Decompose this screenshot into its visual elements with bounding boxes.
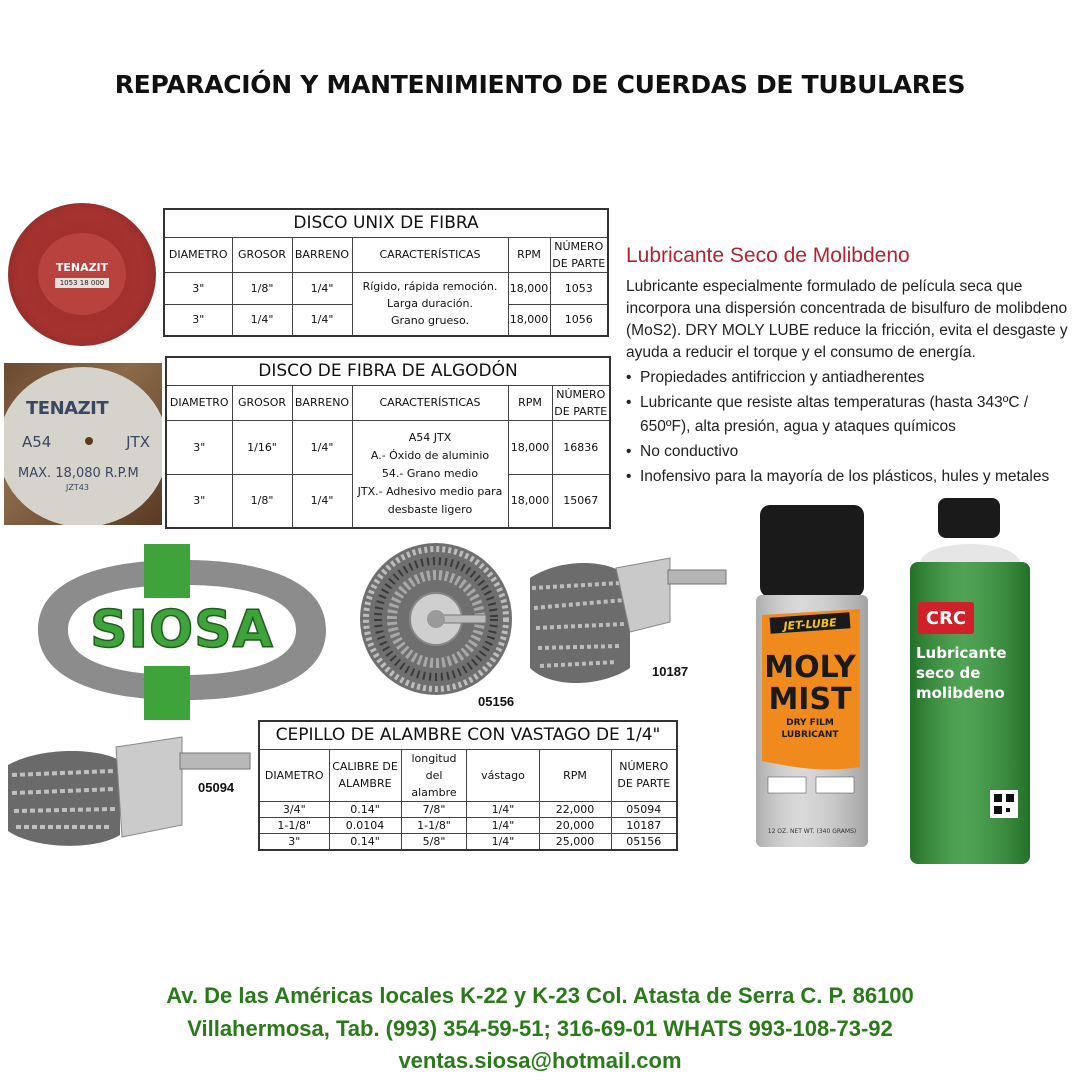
char-line: Rígido, rápida remoción. (362, 280, 498, 294)
moly-mist-can-image (752, 505, 872, 851)
header-diametro: DIAMETRO (164, 237, 232, 272)
siosa-logo (8, 540, 356, 720)
cell-rpm: 18,000 (508, 420, 552, 474)
wire-brush-table (258, 720, 678, 851)
cell-calibre: 0.0104 (329, 817, 401, 833)
char-line: A.- Óxido de aluminio (370, 448, 490, 462)
can-sub2: LUBRICANT (781, 730, 839, 740)
can-name1: MOLY (764, 650, 856, 685)
disc-grade-left: A54 (22, 433, 52, 451)
cell-barreno: 1/4" (292, 420, 352, 474)
table-row (164, 272, 608, 304)
list-item: • No conductivo (626, 440, 1074, 464)
char-line: JTX.- Adhesivo medio para desbaste ligero (357, 484, 503, 516)
list-item: • Lubricante que resiste altas temperaturas (hasta 343ºC / 650ºF), alta presión, agua y ataques químicos (626, 391, 1074, 439)
table-row (259, 801, 677, 817)
table-row (259, 817, 677, 833)
can-line1: Lubricante (916, 644, 1007, 662)
cell-diametro: 1-1/8" (259, 817, 329, 833)
cell-diametro: 3" (166, 420, 232, 474)
cell-grosor: 1/8" (232, 474, 292, 528)
page-title: REPARACIÓN Y MANTENIMIENTO DE CUERDAS DE TUBULARES (114, 70, 966, 99)
end-brush-large-image (520, 548, 730, 694)
header-grosor: GROSOR (232, 385, 292, 420)
cell-caracteristicas (352, 272, 508, 336)
cell-longitud: 7/8" (401, 801, 467, 817)
disc-tag: 1053 18 000 (55, 278, 110, 288)
unix-fiber-disc-table (163, 208, 609, 337)
cell-grosor: 1/8" (232, 272, 292, 304)
char-line: Larga duración. (387, 297, 473, 311)
can-line2: seco de (916, 664, 981, 682)
disc-brand: TENAZIT (55, 260, 109, 274)
cell-diametro: 3" (164, 272, 232, 304)
cotton-fiber-disc-image (4, 363, 162, 525)
char-line: Grano grueso. (391, 314, 469, 328)
cell-vastago: 1/4" (467, 801, 539, 817)
cell-caracteristicas (352, 420, 508, 528)
header-rpm: RPM (539, 749, 611, 801)
cell-grosor: 1/16" (232, 420, 292, 474)
can-sub1: DRY FILM (786, 718, 834, 728)
header-calibre: CALIBRE DE ALAMBRE (329, 749, 401, 801)
disc-hole (85, 437, 93, 445)
disc-grade-right: JTX (126, 433, 150, 451)
cell-diametro: 3" (166, 474, 232, 528)
part-label-05094: 05094 (198, 780, 235, 795)
cell-calibre: 0.14" (329, 801, 401, 817)
can-brand: CRC (925, 608, 967, 629)
disc-label (38, 233, 126, 315)
table-caption: DISCO DE FIBRA DE ALGODÓN (166, 357, 610, 385)
header-diametro: DIAMETRO (259, 749, 329, 801)
lubricant-description: Lubricante especialmente formulado de película seca que incorpora una dispersión concentrada de bisulfuro de molibdeno (MoS2). DRY MOLY LUBE reduce la fricción, evita el desgaste y ayuda a reducir el torque y el consumo de energía. (626, 278, 1068, 361)
footer-address: Av. De las Américas locales K-22 y K-23 Col. Atasta de Serra C. P. 86100 (166, 983, 914, 1008)
can-weight: 12 OZ. NET WT. (340 GRAMS) (767, 828, 857, 835)
can-brand: JET-LUBE (783, 616, 838, 633)
header-rpm: RPM (508, 385, 552, 420)
table-caption: DISCO UNIX DE FIBRA (164, 209, 608, 237)
table-caption: CEPILLO DE ALAMBRE CON VASTAGO DE 1/4" (259, 721, 677, 749)
header-rpm: RPM (508, 237, 550, 272)
cell-rpm: 25,000 (539, 833, 611, 850)
header-diametro: DIAMETRO (166, 385, 232, 420)
cell-barreno: 1/4" (292, 474, 352, 528)
header-caracteristicas: CARACTERÍSTICAS (352, 237, 508, 272)
cell-rpm: 18,000 (508, 304, 550, 336)
footer-email[interactable]: ventas.siosa@hotmail.com (398, 1048, 682, 1073)
cell-parte: 1056 (550, 304, 608, 336)
lubricant-features (626, 366, 1074, 490)
cell-parte: 10187 (611, 817, 677, 833)
list-item: • Propiedades antifriccion y antiadherentes (626, 366, 1074, 390)
cell-diametro: 3" (164, 304, 232, 336)
crc-can-image (906, 498, 1034, 868)
cell-parte: 15067 (552, 474, 610, 528)
cell-vastago: 1/4" (467, 817, 539, 833)
cell-rpm: 18,000 (508, 474, 552, 528)
header-caracteristicas: CARACTERÍSTICAS (352, 385, 508, 420)
part-label-05156: 05156 (478, 694, 515, 709)
footer-phone: Villahermosa, Tab. (993) 354-59-51; 316-69-01 WHATS 993-108-73-92 (187, 1016, 893, 1041)
cell-longitud: 1-1/8" (401, 817, 467, 833)
char-line: A54 JTX (408, 430, 452, 444)
header-barreno: BARRENO (292, 237, 352, 272)
header-vastago: vástago (467, 749, 539, 801)
cell-parte: 1053 (550, 272, 608, 304)
cell-parte: 05094 (611, 801, 677, 817)
header-numero-parte: NÚMERO DE PARTE (611, 749, 677, 801)
cell-barreno: 1/4" (292, 304, 352, 336)
list-item: • Inofensivo para la mayoría de los plásticos, hules y metales (626, 465, 1074, 489)
can-name2: MIST (768, 682, 852, 717)
header-numero-parte: NÚMERO DE PARTE (552, 385, 610, 420)
unix-fiber-disc-image (8, 203, 156, 346)
logo-text: SIOSA (90, 600, 274, 660)
part-label-10187: 10187 (652, 664, 689, 679)
char-line: 54.- Grano medio (381, 466, 479, 480)
cell-vastago: 1/4" (467, 833, 539, 850)
cell-diametro: 3/4" (259, 801, 329, 817)
cell-rpm: 18,000 (508, 272, 550, 304)
lubricant-title: Lubricante Seco de Molibdeno (626, 244, 910, 267)
header-numero-parte: NÚMERO DE PARTE (550, 237, 608, 272)
disc-code: JZT43 (66, 483, 89, 492)
wheel-brush-image (358, 540, 514, 698)
cell-grosor: 1/4" (232, 304, 292, 336)
cotton-fiber-disc-table (165, 356, 611, 529)
cell-parte: 16836 (552, 420, 610, 474)
cell-diametro: 3" (259, 833, 329, 850)
can-line3: molibdeno (916, 684, 1005, 702)
cell-barreno: 1/4" (292, 272, 352, 304)
disc-brand: TENAZIT (26, 398, 109, 419)
disc-grade (22, 433, 150, 451)
cell-rpm: 22,000 (539, 801, 611, 817)
cell-longitud: 5/8" (401, 833, 467, 850)
disc-max-rpm: MAX. 18,080 R.P.M (18, 466, 139, 481)
header-grosor: GROSOR (232, 237, 292, 272)
table-row (166, 420, 610, 474)
cell-parte: 05156 (611, 833, 677, 850)
header-barreno: BARRENO (292, 385, 352, 420)
header-longitud: longitud del alambre (401, 749, 467, 801)
table-row (259, 833, 677, 850)
cell-calibre: 0.14" (329, 833, 401, 850)
cell-rpm: 20,000 (539, 817, 611, 833)
